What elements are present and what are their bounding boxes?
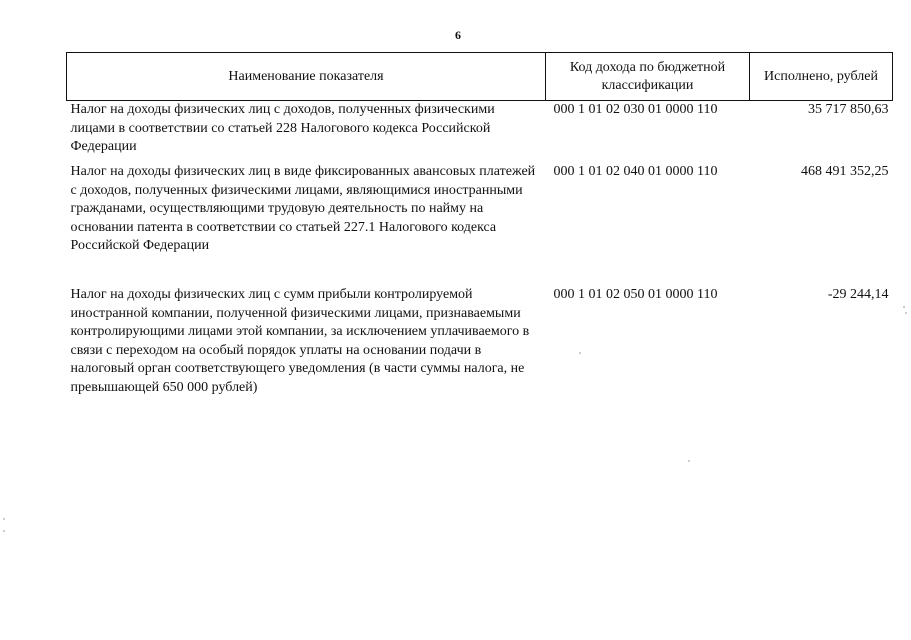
header-budget-code: Код дохода по бюджетной классификации (546, 53, 750, 101)
indicator-name-cell: Налог на доходы физических лиц с доходов, полученных физическими лицами в соответствии со статьей 228 Налогового кодекса Российской Федерации (70, 102, 495, 154)
table-body (67, 101, 893, 399)
table-row (67, 163, 893, 286)
header-indicator-name: Наименование показателя (67, 53, 546, 101)
scan-speck (3, 518, 5, 520)
executed-amount-cell: 35 717 850,63 (808, 102, 889, 117)
indicator-name-cell: Налог на доходы физических лиц с сумм прибыли контролируемой иностранной компании, полученной физическими лицами, признаваемыми контролирующими лицами этой компании, за исключением уплачиваемого в связи с переходом на особый порядок уплаты на основании подачи в налоговый орган соответствующего уведомления (в части суммы налога, не превышающей 650 000 рублей) (70, 287, 530, 395)
table-row (67, 286, 893, 398)
scan-speck (903, 306, 905, 308)
table-row (67, 101, 893, 164)
scan-speck (3, 530, 5, 532)
scan-speck (905, 312, 907, 314)
budget-code-cell: 000 1 01 02 050 01 0000 110 (553, 287, 718, 302)
header-row (67, 53, 893, 101)
executed-amount-cell: 468 491 352,25 (801, 164, 889, 179)
scan-speck (688, 460, 690, 462)
budget-code-cell: 000 1 01 02 040 01 0000 110 (553, 164, 718, 179)
scan-speck (579, 352, 581, 354)
page-number: 6 (455, 28, 461, 42)
budget-code-cell: 000 1 01 02 030 01 0000 110 (553, 102, 718, 117)
indicator-name-cell: Налог на доходы физических лиц в виде фиксированных авансовых платежей с доходов, полученных физическими лицами, являющимися иностранными гражданами, осуществляющими трудовую деятельность по найму на основании патента в соответствии со статьей 227.1 Налогового кодекса Российской Федерации (70, 164, 536, 253)
revenue-table (66, 52, 893, 398)
table-header (67, 53, 893, 101)
header-executed-amount: Исполнено, рублей (750, 53, 893, 101)
executed-amount-cell: -29 244,14 (827, 287, 889, 302)
